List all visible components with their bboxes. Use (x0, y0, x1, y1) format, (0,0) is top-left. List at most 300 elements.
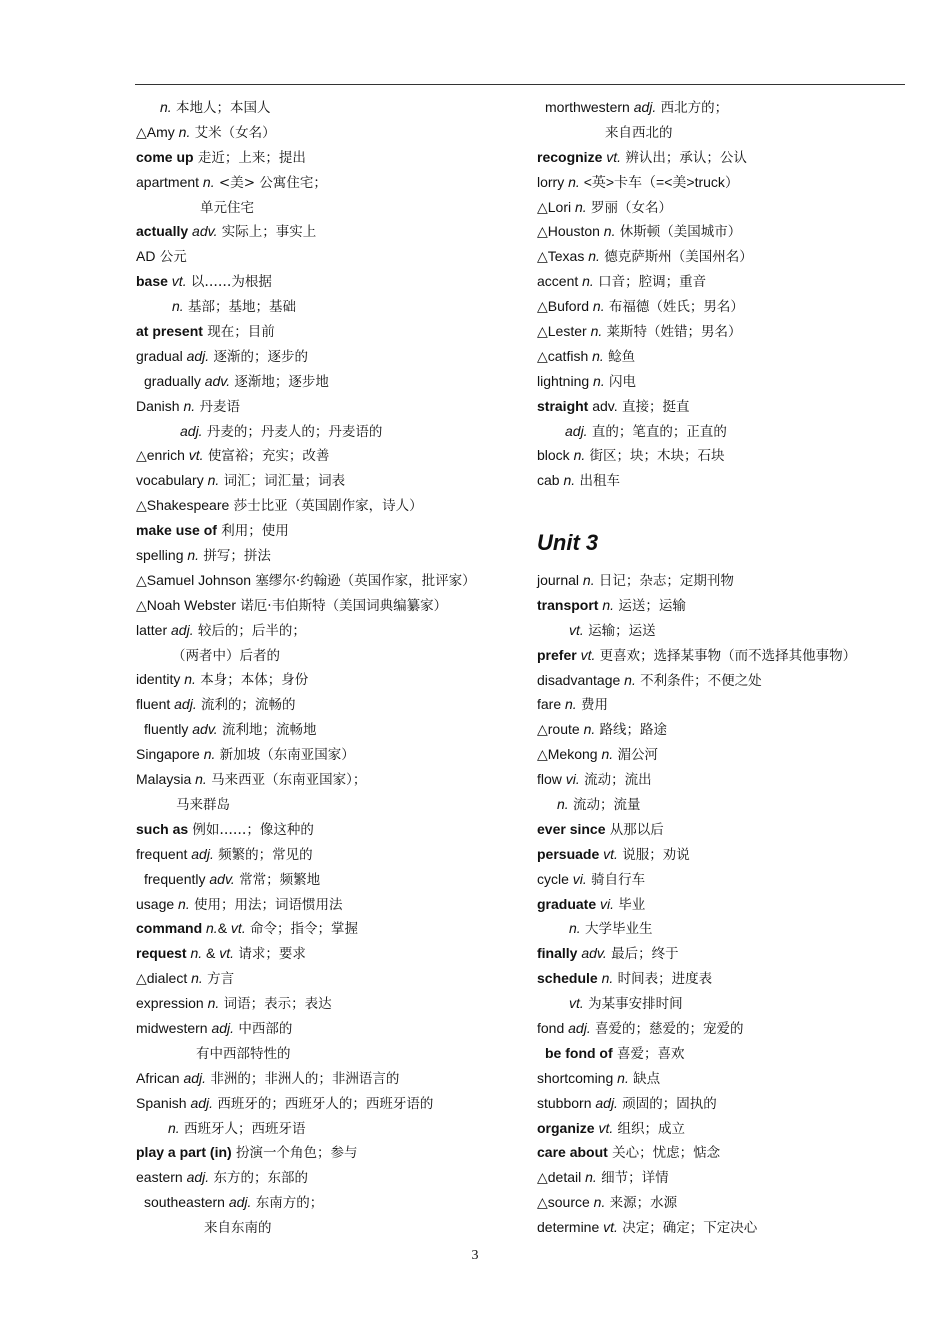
entry-text: midwestern (136, 1019, 208, 1036)
entry-text: n. (168, 1119, 180, 1136)
vocab-entry (537, 568, 917, 593)
vocab-entry (537, 916, 917, 941)
entry-text: △detail (537, 1169, 582, 1186)
vocab-entry (537, 717, 917, 742)
vocab-entry (537, 269, 917, 294)
entry-text: fluently (144, 721, 189, 738)
entry-text: n. (589, 298, 605, 315)
entry-text: 关心；忧虑；惦念 (607, 1145, 721, 1162)
entry-text: adv. (188, 721, 218, 738)
entry-text: adj. (182, 1169, 210, 1186)
vocab-entry (537, 643, 917, 668)
entry-text: 利用；使用 (216, 523, 289, 540)
entry-text: 西班牙人；西班牙语 (179, 1120, 306, 1137)
vocab-entry (537, 966, 917, 991)
entry-text: n. (579, 721, 596, 738)
entry-text: 丹麦语 (195, 398, 240, 415)
entry-text: disadvantage (537, 671, 621, 688)
entry-text: adj. (224, 1194, 252, 1211)
vocab-entry (537, 692, 917, 717)
vocab-entry (136, 991, 516, 1016)
entry-text: △Samuel Johnson (136, 571, 252, 588)
entry-text: transport (537, 596, 599, 613)
vocab-entry (136, 170, 516, 195)
entry-text: accent (537, 273, 579, 290)
entry-text: 毕业 (614, 896, 646, 913)
entry-text: vt. (184, 447, 204, 464)
entry-text: 逐渐地；逐步地 (230, 373, 329, 390)
vocab-entry (136, 817, 516, 842)
vocab-entry (537, 618, 917, 643)
entry-text: （两者中）后者的 (172, 647, 280, 664)
entry-text: △route (537, 721, 580, 738)
entry-text: n. (160, 99, 172, 115)
entry-text: 拼写；拼法 (199, 548, 271, 565)
entry-text: 细节；详情 (596, 1170, 669, 1187)
entry-text: journal (537, 571, 580, 588)
vocab-entry (136, 219, 516, 244)
entry-text: n. (569, 447, 586, 464)
entry-text: 新加坡（东南亚国家） (215, 747, 355, 764)
vocab-entry (136, 867, 516, 892)
vocab-entry (537, 842, 917, 867)
entry-text: △Buford (537, 298, 590, 315)
entry-text: 基部；基地；基础 (183, 299, 296, 316)
vocab-entry (136, 643, 516, 668)
entry-text: 较后的；后半的； (193, 622, 306, 639)
entry-text: AD (136, 248, 156, 265)
vocab-entry (136, 892, 516, 917)
entry-text: base (136, 273, 168, 290)
entry-text: adj. (182, 347, 210, 364)
vocab-entry (537, 1041, 917, 1066)
vocab-entry (537, 120, 917, 145)
vocab-entry (537, 941, 917, 966)
entry-text: △enrich (136, 447, 185, 464)
entry-text: 喜爱的；慈爱的；宠爱的 (590, 1020, 744, 1037)
entry-text: cycle (537, 870, 569, 887)
entry-text: △Lori (537, 198, 572, 215)
entry-text: n. (613, 1069, 629, 1086)
vocab-entry (136, 667, 516, 692)
vocab-entry (537, 767, 917, 792)
entry-text: 运送；运输 (614, 597, 686, 614)
vocab-entry (136, 1165, 516, 1190)
entry-text: expression (136, 995, 204, 1012)
entry-text: straight (537, 397, 589, 414)
vocab-entry (537, 294, 917, 319)
entry-text: adv. (588, 397, 618, 414)
entry-text: 艾米（女名） (190, 124, 276, 141)
vocab-entry (136, 916, 516, 941)
entry-text: & (217, 920, 228, 937)
entry-text: n. (589, 372, 605, 389)
vocab-entry (537, 1016, 917, 1041)
entry-text: n. (172, 298, 184, 315)
entry-text: 马来群岛 (176, 796, 230, 813)
entry-text: n. (578, 273, 594, 290)
entry-text: 单元住宅 (200, 199, 254, 216)
entry-text: <美> (214, 174, 256, 191)
vocab-entry (537, 742, 917, 767)
entry-text: African (136, 1069, 180, 1086)
entry-text: gradually (144, 372, 201, 389)
entry-text: n. (599, 223, 616, 240)
entry-text: n. (564, 173, 580, 190)
entry-text: identity (136, 671, 181, 688)
vocab-entry (136, 1215, 516, 1240)
entry-text: fond (537, 1019, 565, 1036)
entry-text: 布福德（姓氏；男名） (604, 299, 744, 316)
entry-text: n. (620, 671, 636, 688)
vocab-entry (136, 1091, 516, 1116)
entry-text: vi. (561, 771, 580, 788)
entry-text: 有中西部特性的 (196, 1045, 291, 1062)
entry-text: n. (179, 397, 196, 414)
entry-text: 公寓住宅； (255, 174, 327, 191)
entry-text: n. (199, 173, 215, 190)
entry-text: frequent (136, 845, 188, 862)
entry-text: 日记；杂志；定期刊物 (594, 572, 734, 589)
vocab-entry (136, 593, 516, 618)
entry-text: shortcoming (537, 1069, 614, 1086)
entry-text: 非洲的；非洲人的；非洲语言的 (206, 1070, 400, 1087)
entry-text: 例如……；像这种的 (188, 821, 314, 838)
vocab-entry (136, 1041, 516, 1066)
entry-text: be fond of (545, 1044, 613, 1061)
entry-text: adj. (565, 422, 588, 439)
vocab-entry (136, 394, 516, 419)
entry-text: 以……为根据 (186, 274, 272, 291)
entry-text: 喜爱；喜欢 (612, 1045, 685, 1062)
page-number: 3 (471, 1248, 479, 1263)
right-column-bottom (537, 568, 917, 1240)
entry-text: vt. (569, 995, 584, 1012)
entry-text: latter (136, 621, 168, 638)
left-column (136, 95, 516, 1240)
entry-text: 路线；路途 (595, 722, 668, 739)
entry-text: n. (589, 1194, 606, 1211)
vocab-entry (537, 1116, 917, 1141)
vocab-entry (537, 792, 917, 817)
entry-text: 塞缪尔·约翰逊（英国作家，批评家） (251, 572, 476, 589)
entry-text: 诺厄·韦伯斯特（美国词典编纂家） (236, 597, 448, 614)
entry-text: n. (202, 920, 218, 937)
entry-text: 辨认出；承认；公认 (621, 149, 747, 166)
entry-text: n. (183, 547, 200, 564)
vocab-entry (136, 1066, 516, 1091)
entry-text: n. (199, 746, 216, 763)
entry-text: 罗丽（女名） (586, 199, 672, 216)
entry-text: determine (537, 1219, 600, 1236)
vocab-entry (136, 1190, 516, 1215)
entry-text: n. (203, 995, 220, 1012)
entry-text: 流动；流量 (568, 796, 641, 813)
vocab-entry (537, 170, 917, 195)
vocab-entry (136, 443, 516, 468)
entry-text: n. (598, 596, 615, 613)
entry-text: 闪电 (604, 373, 637, 390)
vocab-entry (537, 95, 917, 120)
vocab-entry (537, 668, 917, 693)
vocab-entry (136, 344, 516, 369)
entry-text: Danish (136, 397, 180, 414)
entry-text: 为某事安排时间 (583, 996, 683, 1013)
vocab-entry (136, 145, 516, 170)
entry-text: 大学毕业生 (580, 921, 653, 938)
entry-text: schedule (537, 970, 598, 987)
vocab-entry (136, 195, 516, 220)
entry-text: 更喜欢；选择某事物（而不选择其他事物） (595, 647, 857, 664)
entry-text: 出租车 (575, 473, 620, 490)
vocab-entry (136, 1016, 516, 1041)
vocab-entry (136, 1116, 516, 1141)
entry-text: △source (537, 1194, 590, 1211)
entry-text: n. (174, 895, 190, 912)
vocab-entry (136, 419, 516, 444)
entry-text: usage (136, 895, 175, 912)
entry-text: 扮演一个角色；参与 (231, 1145, 358, 1162)
entry-text: △Mekong (537, 746, 598, 763)
entry-text: 街区；块；木块；石块 (585, 448, 725, 465)
entry-text: 休斯顿（美国城市） (615, 224, 742, 241)
entry-text: 请求；要求 (234, 946, 306, 963)
entry-text: 直接；挺直 (617, 398, 690, 415)
entry-text: n. (187, 970, 203, 987)
entry-text: n. (557, 795, 569, 812)
entry-text: apartment (136, 173, 200, 190)
entry-text: 西班牙的；西班牙人的；西班牙语的 (213, 1095, 434, 1112)
vocab-entry (136, 120, 516, 145)
entry-text: 方言 (202, 971, 235, 988)
vocab-entry (537, 394, 917, 419)
entry-text: adv. (205, 870, 235, 887)
entry-text: lightning (537, 372, 590, 389)
entry-text: finally (537, 945, 578, 962)
vocab-entry (537, 244, 917, 269)
entry-text: 德克萨斯州（美国州名） (599, 249, 753, 266)
vocab-entry (136, 294, 516, 319)
entry-text: vt. (599, 845, 618, 862)
entry-text: 鲶鱼 (603, 348, 636, 365)
entry-text: 顽固的；固执的 (617, 1095, 717, 1112)
entry-text: persuade (537, 845, 600, 862)
entry-text: fluent (136, 696, 171, 713)
vocab-entry (136, 269, 516, 294)
entry-text: 马来西亚（东南亚国家）； (206, 772, 367, 789)
vocab-entry (537, 1190, 917, 1215)
entry-text: make use of (136, 522, 217, 539)
entry-text: <英>卡车（=<美> (579, 173, 695, 190)
entry-text: 东方的；东部的 (209, 1170, 308, 1187)
entry-text: cab (537, 472, 560, 489)
entry-text: 现在；目前 (202, 324, 275, 341)
vocab-entry (136, 95, 516, 120)
entry-text: 运输；运送 (583, 622, 656, 639)
entry-text: adj. (179, 1069, 207, 1086)
vocab-entry (537, 443, 917, 468)
vocab-entry (537, 219, 917, 244)
entry-text: Spanish (136, 1094, 187, 1111)
entry-text: play a part (in) (136, 1144, 232, 1161)
vocab-entry (537, 145, 917, 170)
entry-text: & (202, 945, 216, 962)
vocab-entry (537, 195, 917, 220)
entry-text: 来自东南的 (204, 1220, 272, 1237)
entry-text: vi. (568, 870, 587, 887)
entry-text: 西北方的； (656, 100, 729, 116)
entry-text: 使用；用法；词语惯用法 (189, 896, 343, 913)
entry-text: △Texas (537, 248, 585, 265)
entry-text: n. (561, 696, 577, 713)
entry-text: Singapore (136, 746, 200, 763)
entry-text: 词语；表示；表达 (219, 996, 332, 1013)
entry-text: such as (136, 820, 189, 837)
entry-text: block (537, 447, 570, 464)
entry-text: △Noah Webster (136, 596, 236, 613)
vocab-entry (136, 692, 516, 717)
entry-text: adj. (629, 99, 657, 115)
entry-text: 说服；劝说 (617, 846, 690, 863)
entry-text: n. (191, 771, 207, 788)
entry-text: 来自西北的 (605, 124, 673, 141)
entry-text: 口音；腔调；重音 (593, 274, 707, 291)
entry-text: adj. (187, 845, 214, 862)
vocab-entry (537, 991, 917, 1016)
entry-text: 时间表；进度表 (613, 971, 713, 988)
entry-text: vt. (576, 646, 596, 663)
entry-text: 本身；本体；身份 (195, 672, 309, 689)
entry-text: 流利的；流畅的 (196, 697, 296, 714)
entry-text: adj. (591, 1094, 618, 1111)
entry-text: come up (136, 148, 194, 165)
vocab-entry (136, 468, 516, 493)
vocab-entry (136, 369, 516, 394)
entry-text: stubborn (537, 1094, 592, 1111)
entry-text: morthwestern (545, 99, 630, 115)
entry-text: 缺点 (628, 1070, 661, 1087)
vocab-entry (537, 817, 917, 842)
entry-text: Malaysia (136, 771, 192, 788)
entry-text: △Houston (537, 223, 600, 240)
header-rule (135, 84, 905, 85)
entry-text: vt. (215, 945, 235, 962)
entry-text: 莱斯特（姓错；男名） (602, 324, 742, 341)
entry-text: 本地人；本国人 (171, 100, 271, 116)
vocab-entry (136, 543, 516, 568)
entry-text: 走近；上来；提出 (193, 149, 306, 166)
entry-text: n. (586, 323, 603, 340)
vocab-entry (136, 244, 516, 269)
entry-text: 词汇；词汇量；词表 (219, 473, 346, 490)
entry-text: n. (186, 945, 203, 962)
entry-text: 骑自行车 (586, 871, 646, 888)
entry-text: 逐渐的；逐步的 (209, 348, 308, 365)
entry-text: adv. (188, 223, 218, 240)
entry-text: 最后；终于 (606, 946, 679, 963)
entry-text: 来源；水源 (605, 1195, 678, 1212)
entry-text: vi. (596, 895, 615, 912)
right-column-top (537, 95, 917, 493)
entry-text: lorry (537, 173, 565, 190)
vocab-entry (136, 618, 516, 643)
entry-text: 莎士比亚（英国剧作家，诗人） (229, 498, 423, 515)
vocab-entry (537, 1165, 917, 1190)
vocab-entry (537, 1091, 917, 1116)
vocab-entry (136, 941, 516, 966)
vocab-entry (136, 717, 516, 742)
entry-text: n. (579, 571, 595, 588)
vocab-entry (537, 344, 917, 369)
entry-text: 直的；笔直的；正直的 (587, 423, 727, 440)
entry-text: n. (597, 746, 614, 763)
vocab-entry (136, 518, 516, 543)
entry-text: 使富裕；充实；改善 (203, 448, 330, 465)
entry-text: adj. (186, 1094, 214, 1111)
entry-text: spelling (136, 547, 184, 564)
entry-text: 从那以后 (605, 821, 664, 838)
vocab-entry (136, 792, 516, 817)
entry-text: adv. (200, 372, 231, 389)
entry-text: △Lester (537, 323, 587, 340)
entry-text: 组织；成立 (613, 1120, 686, 1137)
vocab-entry (537, 419, 917, 444)
entry-text: care about (537, 1144, 608, 1161)
entry-text: ever since (537, 820, 606, 837)
entry-text: vt. (599, 1219, 618, 1236)
vocab-entry (537, 319, 917, 344)
entry-text: 东南方的； (251, 1195, 324, 1212)
entry-text: △Amy (136, 123, 175, 140)
vocab-entry (136, 842, 516, 867)
entry-text: 丹麦的；丹麦人的；丹麦语的 (202, 423, 383, 440)
entry-text: adj. (170, 696, 197, 713)
entry-text: n. (584, 248, 600, 265)
entry-text: 中西部的 (234, 1020, 293, 1037)
entry-text: southeastern (144, 1194, 225, 1211)
entry-text: n. (203, 472, 220, 489)
vocab-entry (537, 1140, 917, 1165)
entry-text: △dialect (136, 970, 188, 987)
entry-text: 频繁的；常见的 (213, 846, 313, 863)
entry-text: 决定；确定；下定决心 (617, 1220, 758, 1237)
entry-text: recognize (537, 148, 603, 165)
vocab-entry (537, 593, 917, 618)
entry-text: fare (537, 696, 562, 713)
entry-text: adj. (167, 621, 194, 638)
entry-text: vocabulary (136, 472, 204, 489)
entry-text: truck (694, 173, 725, 190)
entry-text: eastern (136, 1169, 183, 1186)
right-column (537, 95, 917, 1240)
vocab-entry (136, 1140, 516, 1165)
entry-text: △Shakespeare (136, 497, 230, 514)
entry-text: 湄公河 (613, 747, 658, 764)
vocab-entry (136, 966, 516, 991)
entry-text: n. (180, 671, 196, 688)
vocab-entry (136, 319, 516, 344)
entry-text: 公元 (155, 249, 187, 266)
entry-text: n. (597, 970, 614, 987)
entry-text: vt. (167, 273, 187, 290)
entry-text: vt. (602, 148, 622, 165)
entry-text: 不利条件；不便之处 (635, 672, 762, 689)
entry-text: organize (537, 1119, 595, 1136)
entry-text: adj. (207, 1019, 235, 1036)
entry-text: 命令；指令；掌握 (245, 921, 359, 938)
entry-text: command (136, 920, 203, 937)
vocab-entry (136, 493, 516, 518)
